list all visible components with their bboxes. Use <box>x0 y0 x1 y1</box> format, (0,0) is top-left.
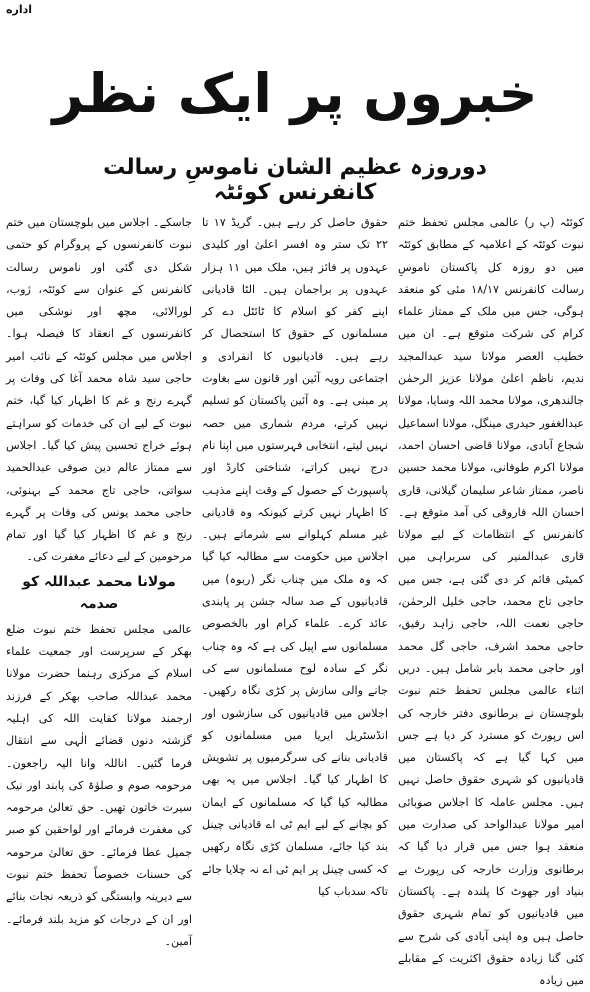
obituary-text: عالمی مجلس تحفظ ختم نبوت ضلع بھکر کے سرپرست اور جمعیت علماء اسلام کے مرکزی رہنما حضرت مولانا محمد عبداللہ صاحب بھکر کے فرزند ارجمند مولانا کفایت اللہ کی اہلیہ گزشتہ دنوں قضائے الٰہی سے انتقال فرما گئیں۔ اناللہ وانا الیہ راجعون۔ مرحومہ صوم و صلوٰۃ کی پابند اور نیک سیرت خاتون تھیں۔ حق تعالیٰ مرحومہ کی مغفرت فرمائے اور لواحقین کو صبر جمیل عطا فرمائے۔ حق تعالیٰ مرحومہ کی حسنات خصوصاً تحفظ ختم نبوت سے دیرینہ وابستگی کو ذریعہ نجات بنائے اور ان کے درجات کو مزید بلند فرمائے۔ آمین۔ <box>6 622 192 948</box>
column-left-text: جاسکے۔ اجلاس میں بلوچستان میں ختم نبوت کانفرنسوں کے پروگرام کو حتمی شکل دی گئی اور ناموس رسالت کانفرنس کے عنوان سے کوئٹہ، ژوب، لورالائی، مچھ اور نوشکی میں کانفرنسوں کے انعقاد کا فیصلہ ہوا۔ اجلاس میں مجلس کوئٹہ کے نائب امیر حاجی سید شاہ محمد آغا کی وفات پر گہرے رنج و غم کا اظہار کیا گیا، ختم نبوت کے لیے ان کی خدمات کو سراہتے ہوئے خراج تحسین پیش کیا گیا۔ اجلاس سے ممتاز عالم دین صوفی عبدالحمید سواتی، حاجی تاج محمد کے بہنوئی، حاجی محمد یونس کی وفات پر گہرے رنج و غم کا اظہار کیا گیا اور تمام مرحومین کے لیے دعائے مغفرت کی۔ <box>6 216 192 564</box>
section-tag: اداره <box>6 3 33 16</box>
column-middle-text: حقوق حاصل کر رہے ہیں۔ گریڈ ۱۷ تا ۲۲ تک ستر وہ افسر اعلیٰ اور کلیدی عہدوں پر فائز ہیں، ملک میں ۱۱ ہزار عہدوں پر براجمان ہیں۔ الٹا قادیانی اپنے کفر کو اسلام کا ٹائٹل دے کر مسلمانوں کے حقوق کا استحصال کر رہے ہیں۔ قادیانیوں کا انفرادی و اجتماعی رویہ آئین اور قانون سے بغاوت پر مبنی ہے۔ وہ آئین پاکستان کو تسلیم نہیں کرتے، مردم شماری میں حصہ نہیں لیتے، انتخابی فہرستوں میں اپنا نام درج نہیں کراتے، شناختی کارڈ اور پاسپورٹ کے حصول کے وقت اپنے مذہب کا اظہار نہیں کرتے کیونکہ وہ قادیانی غیر مسلم کہلوانے سے شرماتے ہیں۔ اجلاس میں حکومت سے مطالبہ کیا گیا کہ وہ ملک میں چناب نگر (ربوہ) میں قادیانیوں کے صد سالہ جشن پر پابندی عائد کرے۔ علماء کرام اور بالخصوص مسلمانوں سے اپیل کی ہے کہ وہ چناب نگر کے سادہ لوح مسلمانوں سے کی جانے والی سازش پر کڑی نگاہ رکھیں۔ اجلاس میں قادیانیوں کی سازشوں اور انڈسٹریل ایریا میں مسلمانوں کو قادیانی بنانے کی سرگرمیوں پر تشویش کا اظہار کیا گیا۔ اجلاس میں یہ بھی مطالبہ کیا گیا کہ مسلمانوں کے ایمان کو بچانے کے لیے ایم ٹی اے قادیانی چینل بند کیا جائے، مسلمان کڑی نگاہ رکھیں کہ کسی چینل پر ایم ٹی اے نہ چلایا جائے تاکہ سدباب کیا <box>202 216 389 898</box>
page-title: خبروں پر ایک نظر <box>52 62 538 125</box>
column-left <box>6 212 192 948</box>
article-columns <box>6 212 585 988</box>
article-subtitle: دوروزہ عظیم الشان ناموسِ رسالت کانفرنس کوئٹہ <box>103 155 487 205</box>
column-middle <box>202 212 389 898</box>
obituary-heading: مولانا محمد عبداللہ کو صدمہ <box>22 573 176 612</box>
column-right <box>398 212 585 988</box>
column-right-text: کوئٹہ (پ ر) عالمی مجلس تحفظ ختم نبوت کوئٹہ کے اعلامیہ کے مطابق کوئٹہ میں دو روزہ کل پاکستان ناموسِ رسالت کانفرنس ۱۸/۱۷ مئی کو منعقد ہوگی، جس میں ملک کے ممتاز علماء کرام کی شرکت متوقع ہے۔ ان میں خطیب العصر مولانا سید عبدالمجید ندیم، ناظم اعلیٰ مولانا عزیز الرحمٰن جالندھری، مولانا محمد اللہ وسایا، مولانا عبدالغفور حیدری مینگل، مولانا اسماعیل شجاع آبادی، مولانا قاضی احسان احمد، مولانا اکرم طوفانی، مولانا محمد حسین ناصر، ممتاز شاعر سلیمان گیلانی، قاری احسان اللہ فاروقی کی آمد متوقع ہے۔ کانفرنس کے انتظامات کے لیے مولانا قاری عبدالمنیر کی سربراہی میں کمیٹی قائم کر دی گئی ہے، جس میں حاجی تاج محمد، حاجی خلیل الرحمٰن، حاجی نعمت اللہ، حاجی زاہد رفیق، حاجی محمد اشرف، حاجی گل محمد اور حاجی محمد بابر شامل ہیں۔ دریں اثناء عالمی مجلس تحفظ ختم نبوت بلوچستان نے برطانوی دفتر خارجہ کی اس رپورٹ کو مسترد کر دیا ہے جس میں کہا گیا ہے کہ پاکستان میں قادیانیوں کو شہری حقوق حاصل نہیں ہیں۔ مجلس عاملہ کا اجلاس صوبائی امیر مولانا عبدالواحد کی صدارت میں منعقد ہوا جس میں قرار دیا گیا کہ برطانوی وزارت خارجہ کی رپورٹ بے بنیاد اور جھوٹ کا پلندہ ہے۔ پاکستان میں قادیانیوں کو تمام شہری حقوق حاصل ہیں وہ اپنی آبادی کی شرح سے کئی گنا زیادہ حقوق اکثریت کے مقابلے میں زیادہ <box>398 216 585 988</box>
